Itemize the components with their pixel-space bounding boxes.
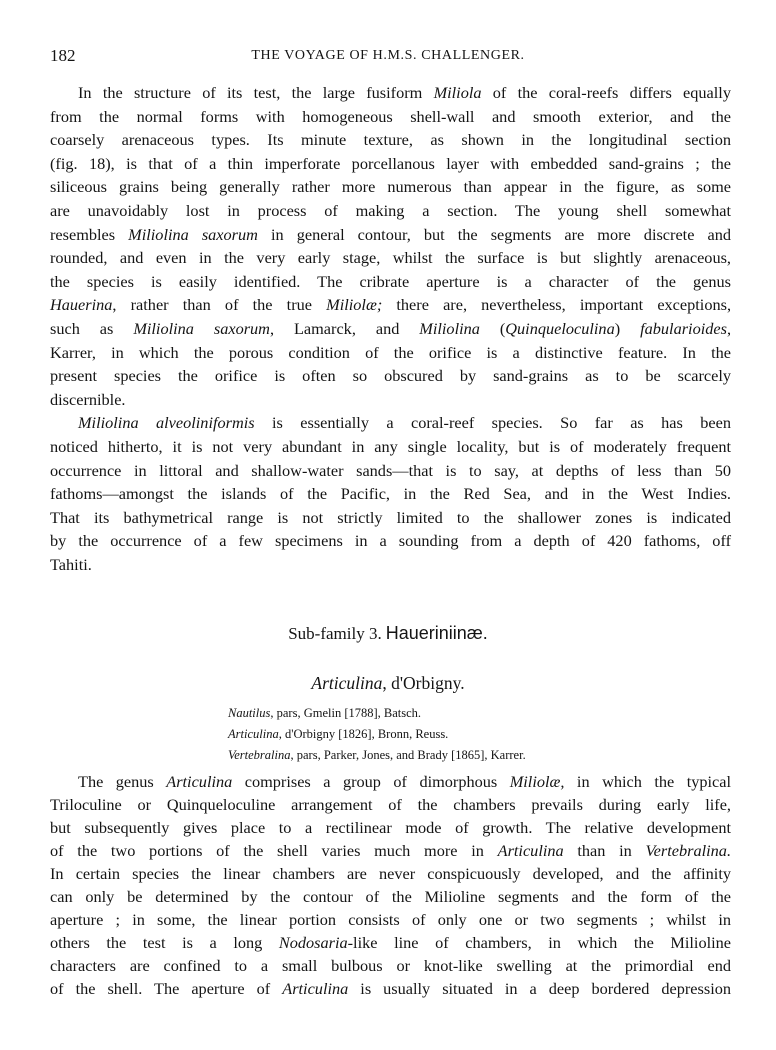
text-line — [50, 482, 731, 506]
genus-name: Articulina — [311, 673, 383, 693]
text-line — [50, 770, 731, 793]
text-line — [50, 175, 731, 199]
text-run: (fig. 18), is that of a thin imperforate porcellanous layer with embedded sand-grains ; the — [50, 153, 731, 173]
text-line — [50, 152, 731, 176]
italic-text-run: Nodosaria — [278, 933, 348, 952]
text-run: , Lamarck, and — [269, 318, 420, 338]
text-line — [50, 293, 731, 317]
italic-text-run: Miliolina saxorum — [128, 224, 258, 244]
italic-text-run: Articulina — [497, 841, 564, 860]
text-run: in general contour, but the segments are more discrete and — [257, 224, 732, 244]
text-run: , pars, Parker, Jones, and Brady [1865], Karrer. — [290, 748, 526, 762]
subfamily-number: Sub-family 3. — [288, 624, 382, 643]
italic-text-run: Miliolina — [419, 318, 480, 338]
text-run: , — [726, 318, 732, 338]
text-run: others the test is a long — [50, 933, 279, 952]
text-line — [50, 246, 731, 270]
text-line — [50, 816, 731, 839]
text-run: rounded, and even in the very early stage, whilst the surface is but slightly arenaceous, — [50, 248, 731, 268]
text-run: That its bathymetrical range is not strictly limited to the shallower zones is indicated — [50, 507, 731, 527]
text-run: from the normal forms with homogeneous shell-wall and smooth exterior, and the — [50, 106, 731, 126]
paragraph-2 — [50, 411, 731, 576]
text-run: fathoms—amongst the islands of the Pacific, in the Red Sea, and in the West Indies. — [50, 484, 731, 504]
text-line — [50, 223, 731, 247]
text-run: but subsequently gives place to a rectilinear mode of growth. The relative development — [50, 818, 731, 837]
italic-text-run: Vertebralina — [228, 748, 291, 762]
text-run: the species is easily identified. The cribrate aperture is a character of the genus — [50, 271, 731, 291]
subfamily-heading — [0, 623, 776, 644]
text-line — [50, 199, 731, 223]
text-run: of the coral-reefs differs equally — [481, 83, 731, 102]
text-line — [50, 317, 731, 341]
text-run: , pars, Gmelin [1788], Batsch. — [270, 706, 422, 720]
text-run: of the shell. The aperture of — [50, 979, 283, 998]
italic-text-run: Miliolæ; — [326, 295, 383, 315]
text-line — [228, 724, 526, 745]
text-line — [50, 931, 731, 954]
text-line — [50, 954, 731, 977]
italic-text-run: Hauerina — [50, 295, 113, 315]
italic-text-run: Miliolina alveoliniformis — [78, 413, 255, 433]
text-run: Karrer, in which the porous condition of the orifice is a distinctive feature. In the — [50, 342, 731, 362]
text-line — [50, 105, 731, 129]
italic-text-run: Vertebralina. — [645, 841, 732, 860]
text-line — [50, 128, 731, 152]
italic-text-run: Articulina — [166, 772, 233, 791]
text-run: are unavoidably lost in process of making a section. The young shell somewhat — [50, 200, 731, 220]
text-line — [50, 553, 731, 577]
text-line — [50, 908, 731, 931]
text-line — [50, 885, 731, 908]
italic-text-run: Miliolæ, — [509, 772, 565, 791]
text-run: can only be determined by the contour of the Milioline segments and the form of the — [50, 887, 731, 906]
text-run: Triloculine or Quinqueloculine arrangement of the chambers prevails during early life, — [50, 795, 731, 814]
text-line — [228, 745, 526, 766]
text-run: than in — [563, 841, 646, 860]
text-line — [50, 506, 731, 530]
text-run: of the two portions of the shell varies much more in — [50, 841, 498, 860]
text-line — [50, 839, 731, 862]
text-line — [50, 435, 731, 459]
italic-text-run: Miliolina saxorum — [133, 318, 270, 338]
text-run: In certain species the linear chambers are never conspicuously developed, and the affinity — [50, 864, 731, 883]
text-run: by the occurrence of a few specimens in a sounding from a depth of 420 fathoms, off — [50, 531, 731, 551]
text-run: is essentially a coral-reef species. So far as has been — [254, 413, 731, 433]
genus-author: , d'Orbigny. — [382, 673, 465, 693]
paragraph-3 — [50, 770, 731, 1000]
text-run: discernible. — [50, 389, 126, 409]
genus-heading — [0, 673, 776, 694]
text-line — [50, 459, 731, 483]
text-run: in which the typical — [564, 772, 732, 791]
text-run: such as — [50, 318, 134, 338]
text-run: The genus — [78, 772, 167, 791]
text-line — [50, 529, 731, 553]
subfamily-name: Haueriniinæ. — [385, 623, 488, 643]
text-line — [50, 388, 731, 412]
text-run: resembles — [50, 224, 129, 244]
text-line — [228, 703, 526, 724]
text-line — [50, 81, 731, 105]
text-run: occurrence in littoral and shallow-water sands—that is to say, at depths of less than 50 — [50, 460, 731, 480]
text-run: ( — [479, 318, 506, 338]
text-run: coarsely arenaceous types. Its minute texture, as shown in the longitudinal section — [50, 130, 731, 150]
italic-text-run: Nautilus — [228, 706, 271, 720]
text-run: In the structure of its test, the large fusiform — [78, 83, 434, 102]
text-run: Tahiti. — [50, 554, 92, 574]
text-run: , rather than of the true — [112, 295, 327, 315]
text-run: , d'Orbigny [1826], Bronn, Reuss. — [278, 727, 449, 741]
body-text — [50, 81, 731, 576]
italic-text-run: Miliola — [433, 83, 482, 102]
text-run: characters are confined to a small bulbous or knot-like swelling at the primordial end — [50, 956, 731, 975]
text-run: aperture ; in some, the linear portion consists of only one or two segments ; whilst in — [50, 910, 731, 929]
text-line — [50, 364, 731, 388]
text-run: present species the orifice is often so obscured by sand-grains as to be scarcely — [50, 366, 731, 386]
text-run: siliceous grains being generally rather more numerous than appear in the figure, as some — [50, 177, 731, 197]
text-line — [50, 977, 731, 1000]
synonymy-list — [228, 703, 526, 766]
italic-text-run: Articulina — [282, 979, 349, 998]
text-run: -like line of chambers, in which the Milioline — [347, 933, 731, 952]
text-run: comprises a group of dimorphous — [232, 772, 510, 791]
text-run: is usually situated in a deep bordered depression — [348, 979, 731, 998]
text-line — [50, 270, 731, 294]
text-line — [50, 793, 731, 816]
paragraph-1 — [50, 81, 731, 411]
page-number: 182 — [50, 46, 76, 65]
italic-text-run: fabularioides — [640, 318, 727, 338]
text-run: ) — [614, 318, 641, 338]
text-run: noticed hitherto, it is not very abundant in any single locality, but is of moderately frequent — [50, 436, 731, 456]
running-title: THE VOYAGE OF H.M.S. CHALLENGER. — [251, 48, 525, 63]
text-line — [50, 862, 731, 885]
italic-text-run: Quinqueloculina — [505, 318, 615, 338]
text-run: there are, nevertheless, important exceptions, — [382, 295, 732, 315]
italic-text-run: Articulina — [228, 727, 279, 741]
text-line — [50, 411, 731, 435]
text-line — [50, 341, 731, 365]
